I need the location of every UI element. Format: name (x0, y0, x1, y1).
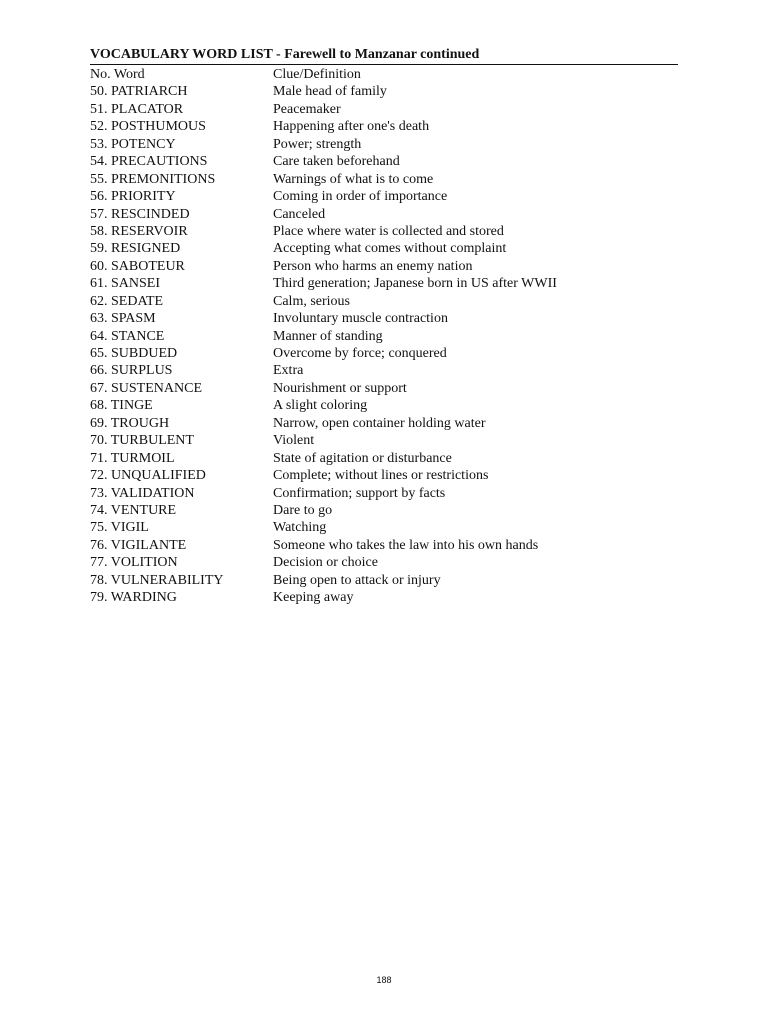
vocab-clue: Complete; without lines or restrictions (273, 468, 489, 484)
vocab-clue: Narrow, open container holding water (273, 415, 486, 431)
vocab-clue: Being open to attack or injury (273, 572, 441, 588)
vocab-clue: Confirmation; support by facts (273, 485, 446, 501)
table-row (90, 589, 690, 606)
vocabulary-table (90, 66, 690, 607)
table-row (90, 467, 690, 484)
vocab-clue: State of agitation or disturbance (273, 450, 452, 466)
vocab-clue: Place where water is collected and stored (273, 223, 504, 239)
vocab-word: 76. VIGILANTE (90, 537, 187, 553)
vocab-clue: Involuntary muscle contraction (273, 311, 448, 327)
table-row (90, 83, 690, 100)
vocab-clue: Watching (273, 520, 327, 536)
vocab-word: 65. SUBDUED (90, 346, 178, 361)
vocab-word: 52. POSTHUMOUS (90, 119, 206, 135)
vocab-clue: Extra (273, 363, 304, 379)
vocab-clue: Happening after one's death (273, 119, 430, 135)
table-row (90, 554, 690, 571)
vocab-word: 57. RESCINDED (90, 206, 190, 222)
table-row (90, 101, 690, 118)
vocab-clue: Accepting what comes without complaint (273, 241, 507, 257)
table-row (90, 153, 690, 170)
table-row (90, 519, 690, 536)
table-row (90, 136, 690, 153)
table-row (90, 223, 690, 240)
vocab-word: 60. SABOTEUR (90, 258, 185, 274)
table-row (90, 328, 690, 345)
table-row (90, 171, 690, 188)
vocab-clue: Overcome by force; conquered (273, 346, 447, 361)
table-row (90, 432, 690, 449)
vocab-word: 73. VALIDATION (90, 485, 195, 501)
vocab-word: 78. VULNERABILITY (90, 572, 224, 588)
vocab-word: 75. VIGIL (90, 520, 149, 536)
vocab-clue: Power; strength (273, 136, 362, 152)
table-row (90, 397, 690, 414)
vocab-word: 77. VOLITION (90, 555, 178, 571)
table-row (90, 275, 690, 292)
vocab-clue: Canceled (273, 206, 326, 222)
vocab-word: 67. SUSTENANCE (90, 380, 203, 396)
vocab-clue: Nourishment or support (273, 380, 407, 396)
table-row (90, 345, 690, 362)
table-row (90, 380, 690, 397)
table-row (90, 118, 690, 135)
vocab-clue: A slight coloring (273, 398, 368, 414)
table-row (90, 572, 690, 589)
vocab-word: 74. VENTURE (90, 502, 177, 518)
vocab-clue: Warnings of what is to come (273, 171, 434, 187)
table-row (90, 188, 690, 205)
vocab-word: 71. TURMOIL (90, 450, 175, 466)
vocab-word: 69. TROUGH (90, 415, 170, 431)
vocab-clue: Manner of standing (273, 328, 383, 344)
vocab-clue: Peacemaker (273, 101, 341, 117)
vocab-word: 62. SEDATE (90, 293, 164, 309)
vocab-word: 63. SPASM (90, 311, 156, 327)
vocab-clue: Someone who takes the law into his own hands (273, 537, 539, 553)
vocab-word: 61. SANSEI (90, 276, 161, 292)
column-header-word: No. Word (90, 67, 145, 82)
vocab-word: 72. UNQUALIFIED (90, 468, 206, 484)
vocab-clue: Coming in order of importance (273, 189, 448, 205)
vocab-clue: Dare to go (273, 502, 333, 518)
table-row (90, 415, 690, 432)
vocab-clue: Keeping away (273, 590, 354, 606)
vocab-word: 59. RESIGNED (90, 241, 181, 257)
vocab-clue: Violent (273, 433, 315, 449)
vocab-word: 66. SURPLUS (90, 363, 173, 379)
vocab-clue: Person who harms an enemy nation (273, 258, 473, 274)
table-row (90, 258, 690, 275)
vocab-word: 64. STANCE (90, 328, 165, 344)
vocab-clue: Decision or choice (273, 555, 378, 571)
table-row (90, 485, 690, 502)
vocab-clue: Third generation; Japanese born in US after WWII (273, 276, 557, 292)
table-row (90, 310, 690, 327)
vocab-word: 79. WARDING (90, 590, 177, 606)
vocab-word: 51. PLACATOR (90, 101, 184, 117)
table-row (90, 362, 690, 379)
vocab-clue: Male head of family (273, 84, 387, 100)
table-row (90, 537, 690, 554)
vocab-clue: Calm, serious (273, 293, 350, 309)
vocab-clue: Care taken beforehand (273, 154, 400, 170)
page-title: VOCABULARY WORD LIST - Farewell to Manzanar continued (90, 45, 678, 65)
page-number: 188 (376, 975, 392, 985)
table-row (90, 240, 690, 257)
vocab-word: 50. PATRIARCH (90, 84, 188, 100)
vocab-word: 53. POTENCY (90, 136, 176, 152)
table-row (90, 450, 690, 467)
table-row (90, 502, 690, 519)
table-row (90, 293, 690, 310)
vocab-word: 56. PRIORITY (90, 189, 176, 205)
table-body (90, 83, 690, 606)
vocab-word: 58. RESERVOIR (90, 223, 188, 239)
column-header-clue: Clue/Definition (273, 67, 361, 82)
vocab-word: 55. PREMONITIONS (90, 171, 216, 187)
vocab-word: 54. PRECAUTIONS (90, 154, 208, 170)
vocab-word: 70. TURBULENT (90, 433, 194, 449)
vocab-word: 68. TINGE (90, 398, 153, 414)
table-row (90, 206, 690, 223)
table-header-row (90, 66, 690, 83)
